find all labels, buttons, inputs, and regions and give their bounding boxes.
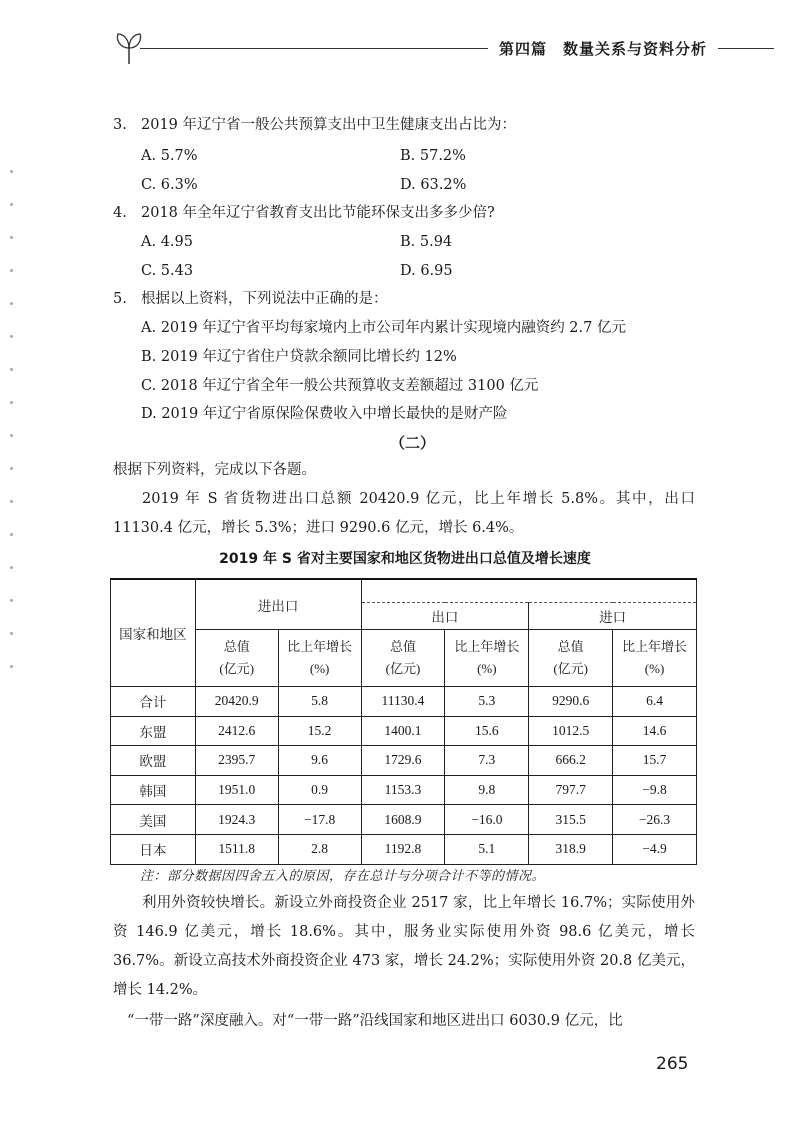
option-3b[interactable]: B. 57.2% (400, 148, 466, 164)
option-5a[interactable]: A. 2019 年辽宁省平均每家境内上市公司年内累计实现境内融资约 2.7 亿元 (141, 320, 626, 336)
table-row (111, 746, 697, 776)
section-heading: （二） (390, 434, 436, 452)
value-cell: 2.8 (278, 834, 361, 864)
region-cell: 欧盟 (111, 746, 196, 776)
question-number: 3. (113, 117, 127, 133)
value-cell: 6.4 (613, 687, 697, 717)
option-5b[interactable]: B. 2019 年辽宁省住户贷款余额同比增长约 12% (141, 349, 457, 365)
header-rule-left (140, 48, 488, 49)
value-cell: 1729.6 (361, 746, 445, 776)
option-4d[interactable]: D. 6.95 (400, 263, 453, 279)
value-cell: 5.3 (445, 687, 529, 717)
subheader-total-growth: 比上年增长 (%) (278, 630, 361, 687)
value-cell: 0.9 (278, 775, 361, 805)
table-row (111, 805, 697, 835)
value-cell: 2395.7 (195, 746, 278, 776)
value-cell: 11130.4 (361, 687, 445, 717)
page-header (0, 18, 800, 68)
question-text: 2019 年辽宁省一般公共预算支出中卫生健康支出占比为： (141, 117, 517, 133)
option-4c[interactable]: C. 5.43 (141, 263, 194, 279)
value-cell: 1924.3 (195, 805, 278, 835)
sprout-logo-icon (112, 26, 146, 66)
group-header-export: 出口 (361, 603, 529, 630)
value-cell: 1192.8 (361, 834, 445, 864)
paragraph-trade-total: 2019 年 S 省货物进出口总额 20420.9 亿元，比上年增长 5.8%。其中，出口 11130.4 亿元，增长 5.3%；进口 9290.6 亿元，增长 6.4%。 (113, 491, 695, 536)
value-cell: 797.7 (529, 775, 613, 805)
value-cell: 7.3 (445, 746, 529, 776)
option-3d[interactable]: D. 63.2% (400, 177, 467, 193)
question-text: 根据以上资料，下列说法中正确的是： (141, 291, 388, 307)
value-cell: 9.6 (278, 746, 361, 776)
value-cell: 15.2 (278, 716, 361, 746)
binding-dots (10, 170, 16, 870)
question-5 (113, 289, 388, 309)
group-header-total: 进出口 (195, 579, 361, 630)
group-header-import: 进口 (529, 603, 697, 630)
option-5d[interactable]: D. 2019 年辽宁省原保险保费收入中增长最快的是财产险 (141, 406, 508, 422)
paragraph-belt-road: “一带一路”深度融入。对“一带一路”沿线国家和地区进出口 6030.9 亿元，比 (127, 1013, 623, 1029)
value-cell: 9290.6 (529, 687, 613, 717)
question-number: 5. (113, 291, 127, 307)
question-4 (113, 203, 495, 223)
page-number: 265 (656, 1054, 689, 1074)
trade-table (110, 578, 697, 865)
paragraph-foreign-investment: 利用外资较快增长。新设立外商投资企业 2517 家，比上年增长 16.7%；实际使用外资 146.9 亿美元，增长 18.6%。其中，服务业实际使用外资 98.6 亿美元，增长 36.7%。新设立高技术外商投资企业 473 家，增长 24.2%；实际使用外资 20.8 亿美元，增长 14.2%。 (113, 895, 695, 998)
value-cell: 1153.3 (361, 775, 445, 805)
value-cell: 1608.9 (361, 805, 445, 835)
value-cell: −4.9 (613, 834, 697, 864)
option-4a[interactable]: A. 4.95 (141, 234, 193, 250)
header-spacer (361, 579, 696, 603)
value-cell: 20420.9 (195, 687, 278, 717)
region-cell: 美国 (111, 805, 196, 835)
subheader-total-value: 总值 (亿元) (195, 630, 278, 687)
subheader-export-growth: 比上年增长 (%) (445, 630, 529, 687)
value-cell: −9.8 (613, 775, 697, 805)
value-cell: 15.7 (613, 746, 697, 776)
region-cell: 合计 (111, 687, 196, 717)
table-row (111, 834, 697, 864)
intro-text: 根据下列资料，完成以下各题。 (113, 462, 316, 478)
table-row (111, 687, 697, 717)
value-cell: 9.8 (445, 775, 529, 805)
value-cell: −17.8 (278, 805, 361, 835)
subheader-import-value: 总值 (亿元) (529, 630, 613, 687)
value-cell: 5.8 (278, 687, 361, 717)
region-cell: 韩国 (111, 775, 196, 805)
value-cell: 318.9 (529, 834, 613, 864)
subheader-import-growth: 比上年增长 (%) (613, 630, 697, 687)
header-rule-right (718, 48, 774, 49)
value-cell: 666.2 (529, 746, 613, 776)
option-5c[interactable]: C. 2018 年辽宁省全年一般公共预算收支差额超过 3100 亿元 (141, 378, 539, 394)
header-title: 第四篇 数量关系与资料分析 (495, 38, 711, 59)
option-3c[interactable]: C. 6.3% (141, 177, 198, 193)
value-cell: 1951.0 (195, 775, 278, 805)
option-3a[interactable]: A. 5.7% (141, 148, 198, 164)
value-cell: 1511.8 (195, 834, 278, 864)
value-cell: 1400.1 (361, 716, 445, 746)
value-cell: 315.5 (529, 805, 613, 835)
table-body (111, 687, 697, 865)
subheader-export-value: 总值 (亿元) (361, 630, 445, 687)
question-text: 2018 年全年辽宁省教育支出比节能环保支出多多少倍? (141, 205, 495, 221)
table-note: 注：部分数据因四舍五入的原因，存在总计与分项合计不等的情况。 (140, 869, 546, 884)
value-cell: −26.3 (613, 805, 697, 835)
region-cell: 东盟 (111, 716, 196, 746)
value-cell: 1012.5 (529, 716, 613, 746)
value-cell: −16.0 (445, 805, 529, 835)
value-cell: 5.1 (445, 834, 529, 864)
table-row (111, 775, 697, 805)
option-4b[interactable]: B. 5.94 (400, 234, 453, 250)
region-header: 国家和地区 (111, 579, 196, 687)
value-cell: 14.6 (613, 716, 697, 746)
value-cell: 2412.6 (195, 716, 278, 746)
question-number: 4. (113, 205, 127, 221)
question-3 (113, 115, 516, 135)
value-cell: 15.6 (445, 716, 529, 746)
region-cell: 日本 (111, 834, 196, 864)
table-row (111, 716, 697, 746)
table-caption: 2019 年 S 省对主要国家和地区货物进出口总值及增长速度 (219, 551, 591, 567)
